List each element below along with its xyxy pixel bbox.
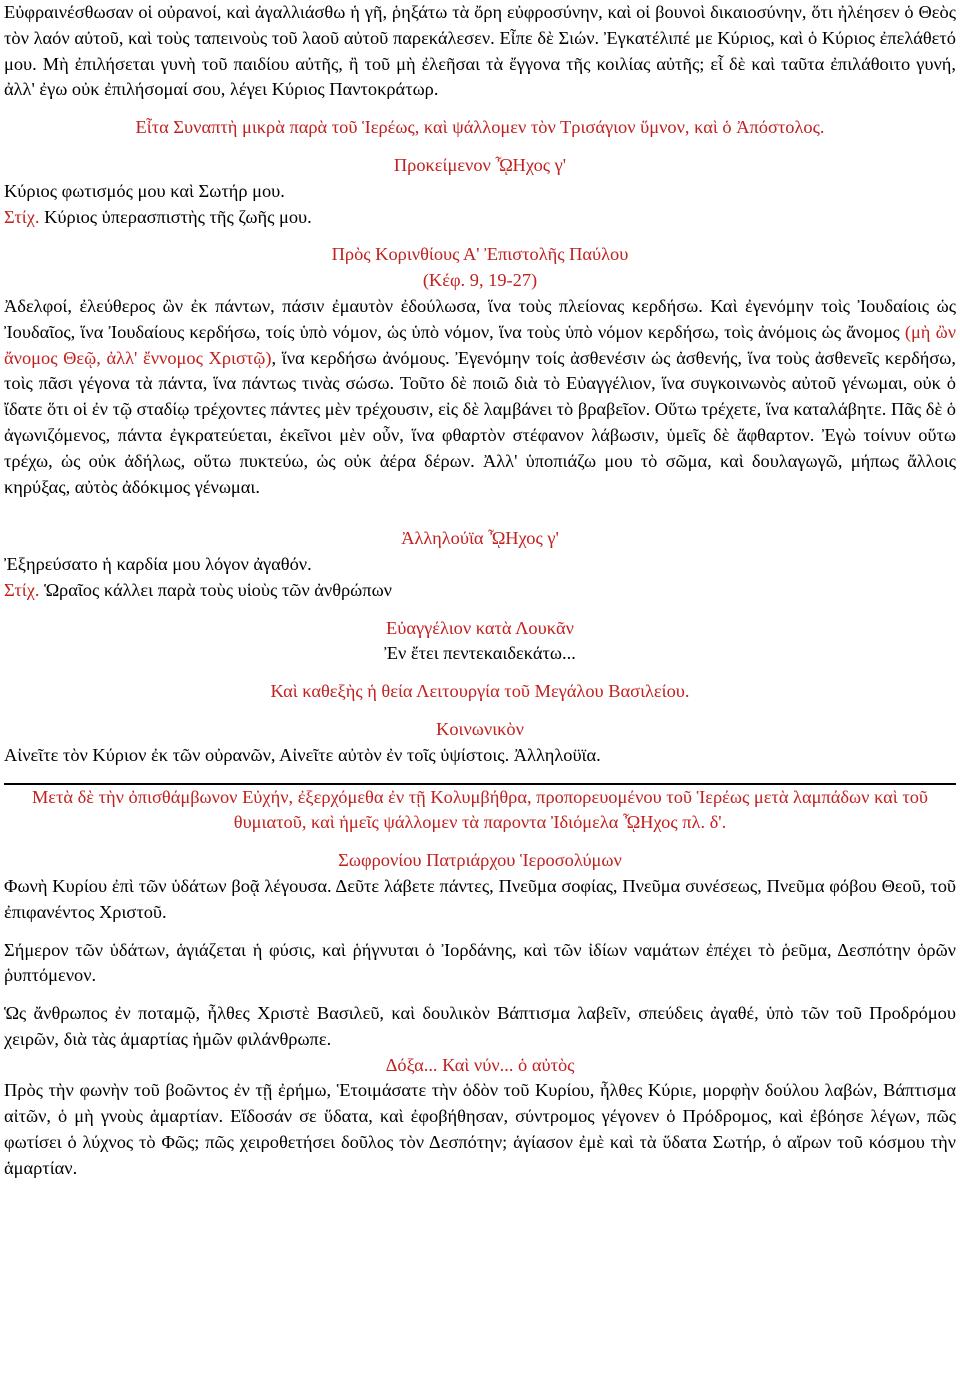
liturgy-rubric: Καὶ καθεξὴς ἡ θεία Λειτουργία τοῦ Μεγάλου Βασιλείου. — [270, 681, 690, 702]
doxa-heading: Δόξα... Καὶ νύν... ὁ αὐτὸς — [385, 1054, 575, 1075]
epistle-text-part-2: , ἵνα κερδήσω ἀνόμους. Ἐγενόμην τοίς ἀσθενέσιν ὡς ἀσθενής, ἵνα τοὺς ἀσθενεῖς κερδήσω, τοὶς πᾶσι γέγονα τὰ πάντα, ἵνα πάντως τινὰς σώσω. Τοῦτο δὲ ποιῶ διὰ τὸ Εὐαγγέλιον, ἵνα συγκοινωνὸς αὐτοῦ γένωμαι, οὐκ ὁ ἴδατε ὅτι οἱ ἐν τῷ σταδίῳ τρέχοντες πάντες μὲν τρέχουσιν, εἰς δὲ λαμβάνει τὸ βραβεῖον. Οὕτω τρέχετε, ἵνα καταλάβητε. Πᾶς δὲ ὁ ἀγωνιζόμενος, πάντα ἐγκρατεύεται, ἐκεῖνοι μὲν οὖν, ἵνα φθαρτὸν στέφανον λάβωσιν, ὑμεῖς δὲ ἄφθαρτον. Ἐγὼ τοίνυν οὕτω τρέχω, ὡς οὐκ ἀδήλως, οὕτω πυκτεύω, ὡς οὐκ ἀέρα δέρων. Ἀλλ' ὑποπιάζω μου τὸ σῶμα, καὶ δουλαγωγῶ, μήπως ἄλλοις κηρύξας, αὐτὸς ἀδόκιμος γένωμαι. — [4, 347, 956, 497]
epistle-text-red: (μὴ ὢν ἄνομος Θεῷ, ἀλλ' ἔννομος Χριστῷ) — [4, 321, 957, 368]
koinonikon-text: Αἰνεῖτε τὸν Κύριον ἐκ τῶν οὐρανῶν, Αἰνεῖτε αὐτὸν ἐν τοῖς ὑψίστοις. Ἀλληλοϋϊα. — [4, 744, 601, 765]
alleluia-stich-text: Ὡραῖος κάλλει παρὰ τοὺς υἱοὺς τῶν ἀνθρώπων — [39, 579, 392, 600]
alleluia-text: Ἐξηρεύσατο ἡ καρδία μου λόγον ἀγαθόν. — [4, 553, 312, 574]
koinonikon-heading: Κοινωνικὸν — [436, 718, 524, 739]
epistle-text-part-1: Ἀδελφοί, ἐλεύθερος ὢν ἐκ πάντων, πάσιν ἐμαυτὸν ἐδούλωσα, ἵνα τοὺς πλείονας κερδήσω. Καὶ ἐγενόμην τοὶς Ἰουδαίοις ὡς Ἰουδαῖος, ἵνα Ἰουδαίους κερδήσω, τοίς ὑπὸ νόμον, ὡς ὑπὸ νόμον, ἵνα τοὺς ὑπὸ νόμον κερδήσω, τοὶς ἀνόμοις ὡς ἄνομος — [4, 295, 956, 342]
hymn-1: Φωνὴ Κυρίου ἐπὶ τῶν ὑδάτων βοᾷ λέγουσα. Δεῦτε λάβετε πάντες, Πνεῦμα σοφίας, Πνεῦμα συνέσεως, Πνεῦμα φόβου Θεοῦ, τοῦ ἐπιφανέντος Χριστοῦ. — [4, 875, 956, 922]
gospel-heading: Εὐαγγέλιον κατὰ Λουκᾶν — [386, 617, 574, 638]
epistle-reference: (Κέφ. 9, 19-27) — [422, 270, 538, 291]
prokeimenon-stich — [4, 205, 956, 231]
prokeimenon-stich-text: Κύριος ὑπερασπιστὴς τῆς ζωῆς μου. — [39, 206, 312, 227]
stich-label: Στίχ. — [4, 579, 40, 600]
alleluia-stich — [4, 578, 956, 604]
sophronius-heading: Σωφρονίου Πατριάρχου Ἱεροσολύμων — [338, 850, 622, 871]
stich-label: Στίχ. — [4, 206, 40, 227]
hymn-4: Πρὸς τὴν φωνὴν τοῦ βοῶντος ἐν τῇ ἐρήμω, Ἑτοιμάσατε τὴν ὁδὸν τοῦ Κυρίου, ἦλθες Κύριε, μορφὴν δούλου λαβών, Βάπτισμα αἰτῶν, ὁ μὴ γνοὺς ἁμαρτίαν. Εἴδοσάν σε ὕδατα, καὶ ἐφοβήθησαν, σύντρομος γέγονεν ὁ Πρόδρομος, καὶ ἐβόησε λέγων, πῶς φωτίσει ὁ λύχνος τὸ Φῶς; πῶς χειροθετήσει δοῦλος τὸν Δεσπότην; ἁγίασον ἐμὲ καὶ τὰ ὕδατα Σωτήρ, ὁ αἴρων τοῦ κόσμου τὴν ἁμαρτίαν. — [4, 1080, 956, 1178]
gospel-text: Ἐν ἔτει πεντεκαιδεκάτω... — [384, 643, 576, 664]
intro-paragraph: Εὐφραινέσθωσαν οἱ οὐρανοί, καὶ ἀγαλλιάσθω ἡ γῆ, ῥηξάτω τὰ ὄρη εὐφροσύνην, καὶ οἱ βουνοὶ δικαιοσύνην, ὅτι ἠλέησεν ὁ Θεὸς τὸν λαόν αὐτοῦ, καὶ τοὺς ταπεινοὺς τοῦ λαοῦ αὐτοῦ παρεκάλεσεν. Εἶπε δὲ Σιών. Ἐγκατέλιπέ με Κύριος, καὶ ὁ Κύριος ἐπελάθετό μου. Μὴ ἐπιλήσεται γυνὴ τοῦ παιδίου αὐτῆς, ἢ τοῦ μὴ ἐλεῆσαι τὰ ἔγγονα τῆς κοιλίας αὐτῆς; εἶ δὲ καὶ ταῦτα ἐπιλάθοιτο γυνή, ἀλλ' ἐγω οὐκ ἐπιλήσομαί σου, λέγει Κύριος Παντοκράτωρ. — [4, 2, 956, 100]
prokeimenon-text: Κύριος φωτισμός μου καὶ Σωτήρ μου. — [4, 180, 285, 201]
hymn-3: Ὡς ἄνθρωπος ἐν ποταμῷ, ἦλθες Χριστὲ Βασιλεῦ, καὶ δουλικὸν Βάπτισμα λαβεῖν, σπεύδεις ἀγαθέ, ὑπὸ τῶν τοῦ Προδρόμου χειρῶν, διὰ τὰς ἁμαρτίας ἡμῶν φιλάνθρωπε. — [4, 1003, 956, 1049]
epistle-heading: Πρὸς Κορινθίους Α' Ἐπιστολῆς Παύλου — [331, 244, 629, 265]
alleluia-heading: Ἀλληλούϊα ᾮΗχος γ' — [401, 528, 559, 549]
rubric-synapti: Εἶτα Συναπτὴ μικρὰ παρὰ τοῦ Ἱερέως, καὶ ψάλλομεν τὸν Τρισάγιον ὕμνον, καὶ ὁ Ἀπόστολος. — [135, 117, 825, 138]
prokeimenon-heading: Προκείμενον ᾮΗχος γ' — [393, 154, 567, 175]
procession-rubric: Μετὰ δὲ τὴν ὀπισθάμβωνον Εὐχήν, ἐξερχόμεθα ἐν τῇ Κολυμβήθρα, προπορευομένου τοῦ Ἱερέως μετὰ λαμπάδων καὶ τοῦ θυμιατοῦ, καὶ ἡμεῖς ψάλλομεν τὰ παροντα Ἰδιόμελα ᾮΗχος πλ. δ'. — [31, 786, 929, 833]
epistle-text — [4, 294, 956, 500]
hymn-2: Σήμερον τῶν ὑδάτων, ἁγιάζεται ἡ φύσις, καὶ ῥήγνυται ὁ Ἰορδάνης, καὶ τῶν ἰδίων ναμάτων ἐπέχει τὸ ῥεῦμα, Δεσπότην ὁρῶν ῥυπτόμενον. — [4, 939, 956, 986]
